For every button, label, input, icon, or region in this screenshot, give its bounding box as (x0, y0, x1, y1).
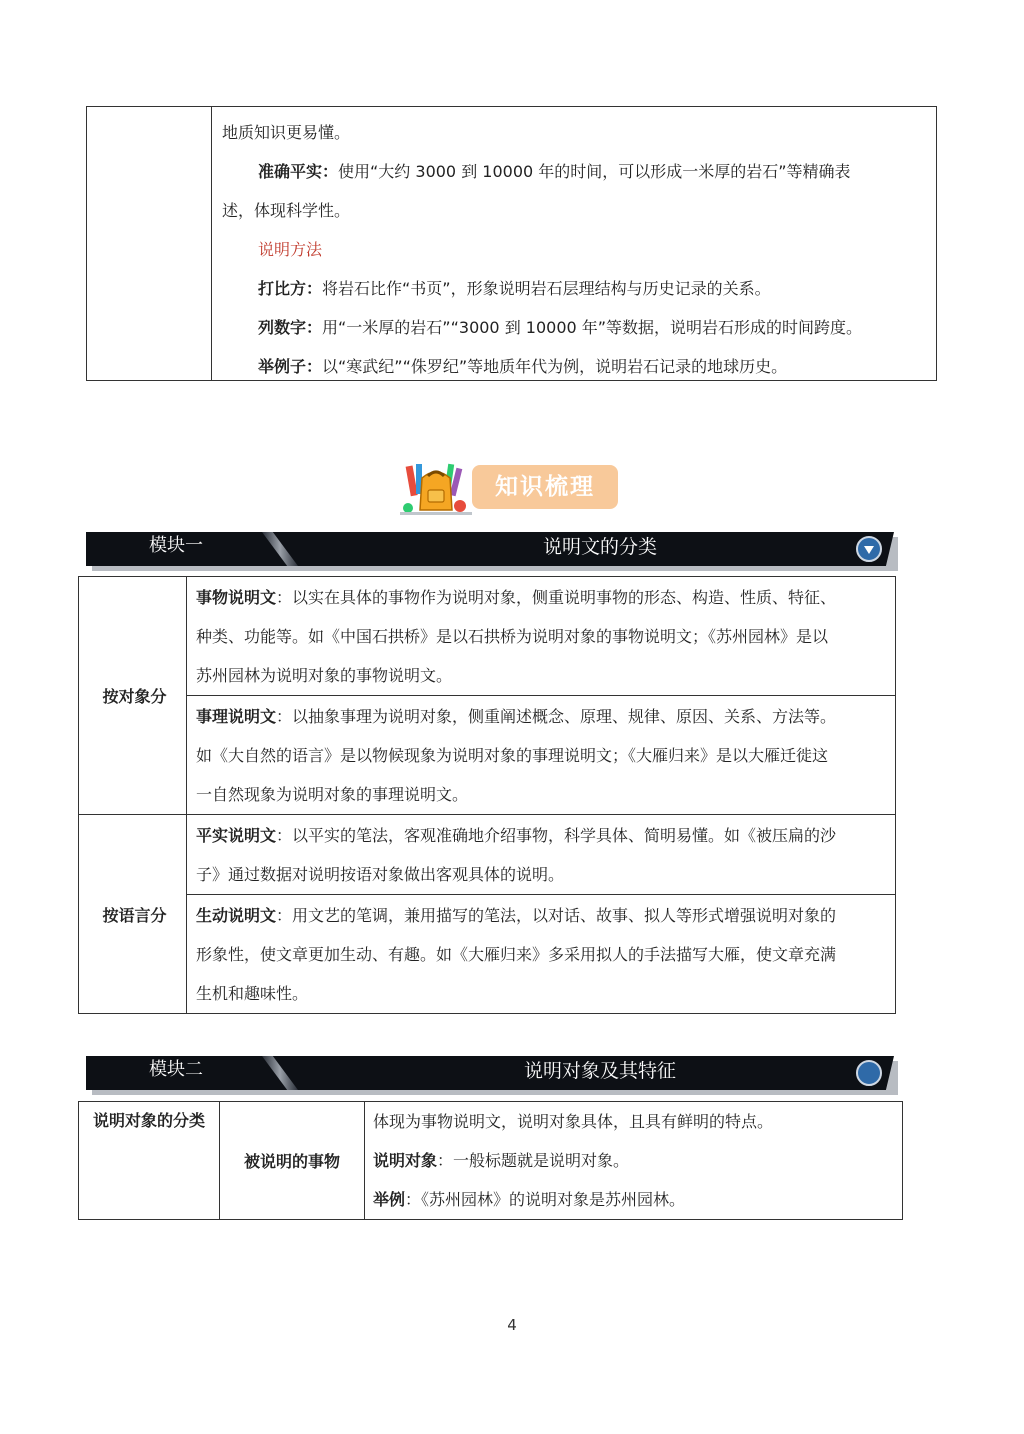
plain-line-1 (196, 816, 887, 855)
plain-text-1: 以平实的笔法，客观准确地介绍事物，科学具体、简明易懂。如《被压扁的沙 (292, 826, 837, 845)
object-label: 说明对象 (373, 1151, 438, 1170)
category-by-object: 按对象分 (79, 577, 187, 815)
module2-tab: 模块二 (149, 1059, 203, 1080)
continuation-left-cell (87, 107, 212, 380)
accuracy-line (222, 152, 928, 191)
reason-line-3: 一自然现象为说明对象的事理说明文。 (196, 785, 469, 804)
school-bag-icon (400, 460, 472, 516)
table-row (79, 815, 896, 895)
thing-line-3: 苏州园林为说明对象的事物说明文。 (196, 666, 453, 685)
table-cell (187, 895, 896, 1014)
reason-term: 事理说明文 (196, 707, 277, 726)
reason-text-1: 以抽象事理为说明对象，侧重阐述概念、原理、规律、原因、关系、方法等。 (292, 707, 837, 726)
thing-text-1: 以实在具体的事物作为说明对象，侧重说明事物的形态、构造、性质、特征、 (292, 588, 837, 607)
page-number: 4 (507, 1316, 517, 1334)
object-text: 一般标题就是说明对象。 (453, 1151, 630, 1170)
vivid-line-3: 生机和趣味性。 (196, 984, 309, 1003)
table-row (79, 577, 896, 696)
example-sep: ： (405, 1190, 422, 1209)
object-description (365, 1102, 903, 1220)
vivid-line-2: 形象性，使文章更加生动、有趣。如《大雁归来》多采用拟人的手法描写大雁，使文章充满 (196, 945, 837, 964)
table-row (79, 696, 896, 815)
object-category: 说明对象的分类 (79, 1102, 220, 1220)
examples-line (222, 347, 928, 386)
classification-table (78, 576, 896, 1014)
vivid-term: 生动说明文 (196, 906, 277, 925)
numbers-line (222, 308, 928, 347)
table-cell (187, 577, 896, 696)
plain-term: 平实说明文 (196, 826, 277, 845)
example-text: 《苏州园林》的说明对象是苏州园林。 (421, 1190, 686, 1209)
example-label: 举例 (373, 1190, 406, 1209)
triangle-down-icon (856, 536, 882, 562)
object-line-2 (373, 1141, 894, 1180)
analogy-line (222, 269, 928, 308)
thing-line-2: 种类、功能等。如《中国石拱桥》是以石拱桥为说明对象的事物说明文；《苏州园林》是以 (196, 627, 829, 646)
reason-line-1 (196, 697, 887, 736)
object-line-3 (373, 1180, 894, 1219)
module1-header (86, 532, 894, 566)
numbers-label: 列数字： (258, 318, 323, 337)
table-cell (187, 696, 896, 815)
text-line: 述，体现科学性。 (222, 201, 351, 220)
triangle-glyph (864, 546, 874, 554)
table-cell (187, 815, 896, 895)
continuation-content (212, 107, 936, 380)
text-line: 地质知识更易懂。 (222, 123, 351, 142)
module2-title: 说明对象及其特征 (523, 1060, 676, 1082)
plain-line-2: 子》通过数据对说明按语对象做出客观具体的说明。 (196, 865, 565, 884)
object-sep: ： (437, 1151, 454, 1170)
table-row (79, 1102, 903, 1220)
section-badge (400, 460, 620, 516)
module1-title: 说明文的分类 (542, 536, 657, 558)
object-table (78, 1101, 903, 1220)
analogy-text: 将岩石比作“书页”，形象说明岩石层理结构与历史记录的关系。 (322, 279, 771, 298)
module2-header (86, 1056, 894, 1090)
object-line-1: 体现为事物说明文，说明对象具体，且具有鲜明的特点。 (373, 1112, 774, 1131)
accuracy-label: 准确平实： (258, 162, 339, 181)
methods-heading: 说明方法 (258, 240, 323, 259)
reason-sep: ： (276, 707, 293, 726)
examples-label: 举例子： (258, 357, 323, 376)
vivid-text-1: 用文艺的笔调，兼用描写的笔法，以对话、故事、拟人等形式增强说明对象的 (292, 906, 837, 925)
thing-line-1 (196, 578, 887, 617)
category-by-language: 按语言分 (79, 815, 187, 1014)
analogy-label: 打比方： (258, 279, 323, 298)
module1-tab: 模块一 (149, 535, 203, 556)
circle-icon (856, 1060, 882, 1086)
examples-text: 以“寒武纪”“侏罗纪”等地质年代为例，说明岩石记录的地球历史。 (322, 357, 788, 376)
vivid-line-1 (196, 896, 887, 935)
thing-term: 事物说明文 (196, 588, 277, 607)
reason-line-2: 如《大自然的语言》是以物候现象为说明对象的事理说明文；《大雁归来》是以大雁迁徙这 (196, 746, 829, 765)
object-subcategory: 被说明的事物 (220, 1102, 365, 1220)
numbers-text: 用“一米厚的岩石”“3000 到 10000 年”等数据，说明岩石形成的时间跨度。 (322, 318, 863, 337)
accuracy-text: 使用“大约 3000 到 10000 年的时间，可以形成一米厚的岩石”等精确表 (338, 162, 851, 181)
section-badge-label: 知识梳理 (472, 465, 618, 509)
vivid-sep: ： (276, 906, 293, 925)
table-row (79, 895, 896, 1014)
continuation-table (86, 106, 937, 381)
thing-sep: ： (276, 588, 293, 607)
plain-sep: ： (276, 826, 293, 845)
